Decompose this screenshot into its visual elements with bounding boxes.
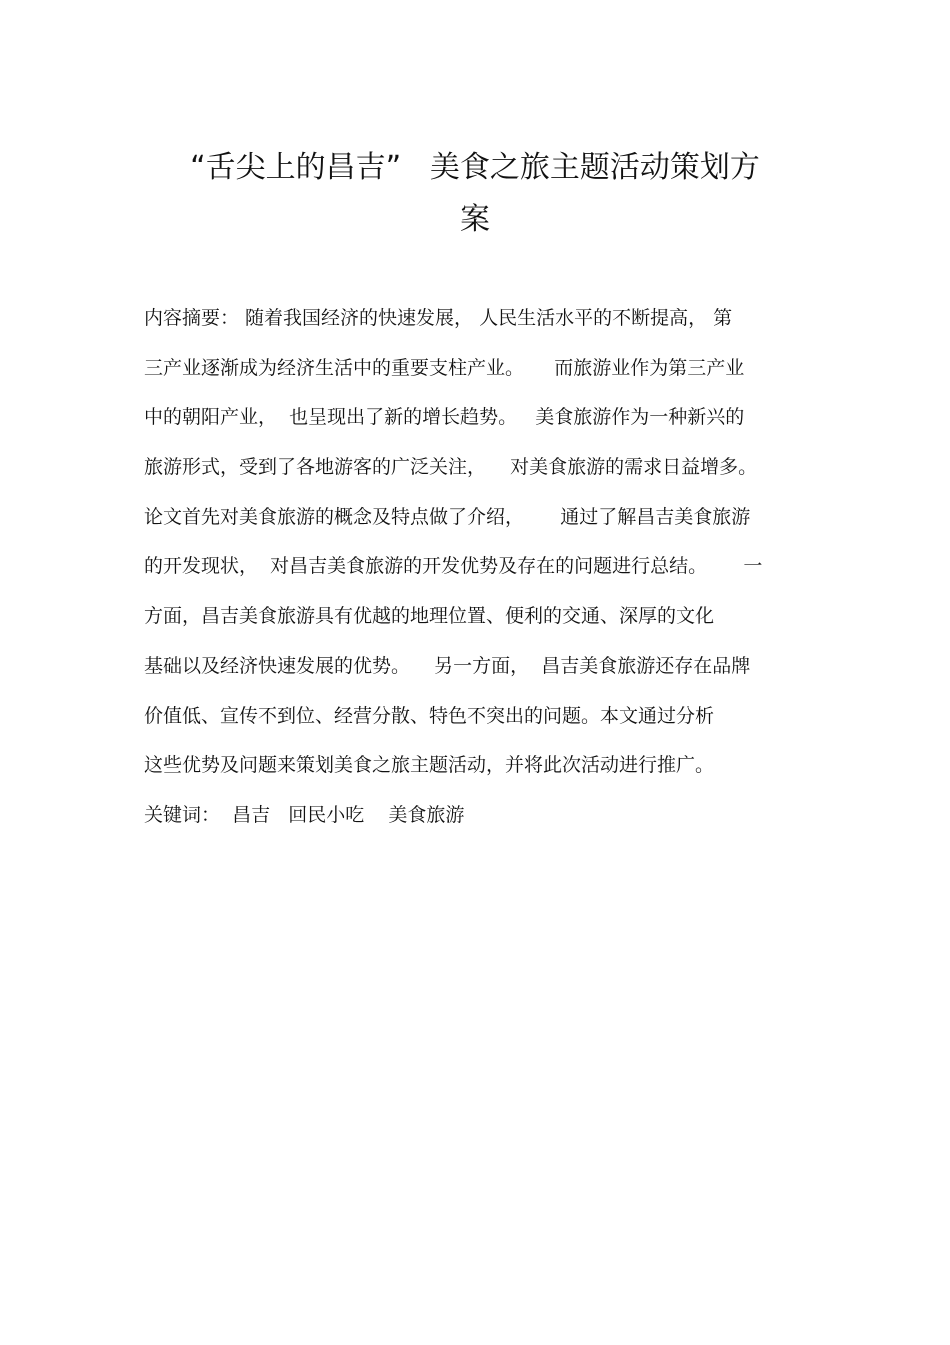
document-title-line-1: “舌尖上的昌吉” 美食之旅主题活动策划方	[190, 150, 760, 185]
abstract-line-9: 价值低、宣传不到位、经营分散、特色不突出的问题。本文通过分析	[144, 705, 715, 727]
abstract-line-8: 基础以及经济快速发展的优势。 另一方面， 昌吉美食旅游还存在品牌	[144, 655, 751, 677]
document-title-line-2: 案	[460, 202, 490, 237]
abstract-line-5: 论文首先对美食旅游的概念及特点做了介绍， 通过了解昌吉美食旅游	[144, 506, 751, 528]
abstract-line-7: 方面，昌吉美食旅游具有优越的地理位置、便利的交通、深厚的文化	[144, 605, 715, 627]
abstract-line-10: 这些优势及问题来策划美食之旅主题活动，并将此次活动进行推广。	[144, 754, 715, 776]
abstract-line-4: 旅游形式，受到了各地游客的广泛关注， 对美食旅游的需求日益增多。	[144, 456, 758, 478]
abstract-line-6: 的开发现状， 对昌吉美食旅游的开发优势及存在的问题进行总结。 一	[144, 555, 763, 577]
abstract-line-1: 内容摘要： 随着我国经济的快速发展， 人民生活水平的不断提高， 第	[144, 307, 733, 329]
keywords-line: 关键词： 昌吉 回民小吃 美食旅游	[144, 804, 465, 826]
abstract-line-3: 中的朝阳产业， 也呈现出了新的增长趋势。 美食旅游作为一种新兴的	[144, 406, 745, 428]
abstract-line-2: 三产业逐渐成为经济生活中的重要支柱产业。 而旅游业作为第三产业	[144, 357, 745, 379]
